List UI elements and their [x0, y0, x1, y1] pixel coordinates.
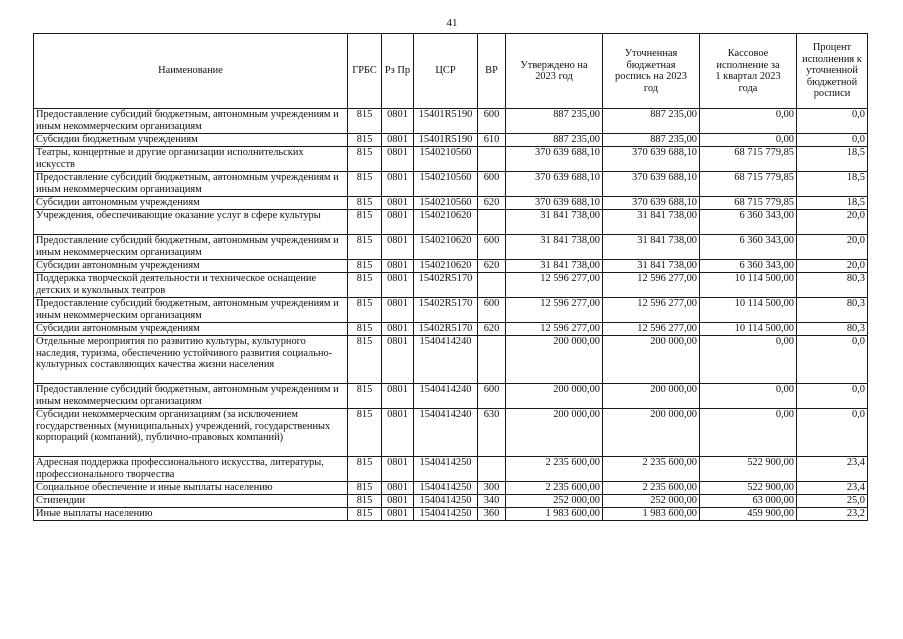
cell-name: Предоставление субсидий бюджетным, автономным учреждениям и иным некоммерческим организациям: [34, 298, 348, 323]
cell-vr: 360: [478, 508, 506, 521]
cell-grbs: 815: [348, 457, 382, 482]
cell-name: Социальное обеспечение и иные выплаты населению: [34, 482, 348, 495]
cell-vr: 300: [478, 482, 506, 495]
cell-name: Учреждения, обеспечивающие оказание услуг в сфере культуры: [34, 210, 348, 235]
cell-csr: 1540210620: [414, 210, 478, 235]
cell-cash: 63 000,00: [700, 495, 797, 508]
cell-percent: 80,3: [797, 273, 868, 298]
cell-refined: 370 639 688,10: [603, 172, 700, 197]
cell-vr: 600: [478, 172, 506, 197]
header-grbs: ГРБС: [348, 34, 382, 109]
table-row: [34, 134, 868, 147]
cell-refined: 200 000,00: [603, 384, 700, 409]
cell-cash: 6 360 343,00: [700, 260, 797, 273]
cell-cash: 10 114 500,00: [700, 298, 797, 323]
table-row: [34, 508, 868, 521]
cell-vr: 340: [478, 495, 506, 508]
cell-csr: 1540414250: [414, 482, 478, 495]
header-rzpr: Рз Пр: [382, 34, 414, 109]
table-row: [34, 384, 868, 409]
cell-vr: 620: [478, 197, 506, 210]
cell-refined: 1 983 600,00: [603, 508, 700, 521]
table-row: [34, 197, 868, 210]
cell-grbs: 815: [348, 172, 382, 197]
cell-cash: 10 114 500,00: [700, 273, 797, 298]
cell-vr: 600: [478, 298, 506, 323]
cell-name: Стипендии: [34, 495, 348, 508]
header-refined: Уточненная бюджетная роспись на 2023 год: [603, 34, 700, 109]
table-row: [34, 273, 868, 298]
cell-refined: 200 000,00: [603, 409, 700, 457]
cell-approved: 31 841 738,00: [506, 235, 603, 260]
cell-refined: 12 596 277,00: [603, 273, 700, 298]
cell-name: Субсидии автономным учреждениям: [34, 260, 348, 273]
cell-name: Иные выплаты населению: [34, 508, 348, 521]
cell-rzpr: 0801: [382, 457, 414, 482]
cell-refined: 252 000,00: [603, 495, 700, 508]
cell-grbs: 815: [348, 384, 382, 409]
table-row: [34, 495, 868, 508]
cell-refined: 370 639 688,10: [603, 147, 700, 172]
table-row: [34, 109, 868, 134]
table-row: [34, 210, 868, 235]
cell-refined: 887 235,00: [603, 109, 700, 134]
cell-vr: [478, 457, 506, 482]
cell-approved: 200 000,00: [506, 336, 603, 384]
cell-grbs: 815: [348, 409, 382, 457]
table-row: [34, 147, 868, 172]
cell-percent: 20,0: [797, 235, 868, 260]
cell-percent: 18,5: [797, 172, 868, 197]
cell-csr: 15402R5170: [414, 298, 478, 323]
cell-approved: 12 596 277,00: [506, 273, 603, 298]
cell-csr: 1540414250: [414, 495, 478, 508]
cell-approved: 370 639 688,10: [506, 197, 603, 210]
cell-vr: [478, 147, 506, 172]
cell-rzpr: 0801: [382, 495, 414, 508]
header-csr: ЦСР: [414, 34, 478, 109]
cell-grbs: 815: [348, 508, 382, 521]
cell-percent: 80,3: [797, 323, 868, 336]
table-row: [34, 172, 868, 197]
cell-rzpr: 0801: [382, 235, 414, 260]
header-name: Наименование: [34, 34, 348, 109]
cell-grbs: 815: [348, 147, 382, 172]
cell-grbs: 815: [348, 495, 382, 508]
cell-approved: 252 000,00: [506, 495, 603, 508]
cell-refined: 887 235,00: [603, 134, 700, 147]
cell-rzpr: 0801: [382, 197, 414, 210]
table-row: [34, 260, 868, 273]
table-body: [34, 109, 868, 521]
cell-grbs: 815: [348, 210, 382, 235]
cell-rzpr: 0801: [382, 147, 414, 172]
cell-csr: 1540414250: [414, 508, 478, 521]
header-percent: Процент исполнения к уточненной бюджетной росписи: [797, 34, 868, 109]
cell-csr: 1540414240: [414, 336, 478, 384]
cell-csr: 1540210560: [414, 147, 478, 172]
cell-refined: 2 235 600,00: [603, 482, 700, 495]
cell-approved: 2 235 600,00: [506, 482, 603, 495]
cell-approved: 31 841 738,00: [506, 260, 603, 273]
cell-rzpr: 0801: [382, 109, 414, 134]
header-vr: ВР: [478, 34, 506, 109]
cell-cash: 68 715 779,85: [700, 197, 797, 210]
cell-grbs: 815: [348, 273, 382, 298]
cell-name: Субсидии автономным учреждениям: [34, 197, 348, 210]
cell-percent: 0,0: [797, 336, 868, 384]
cell-percent: 20,0: [797, 210, 868, 235]
cell-name: Предоставление субсидий бюджетным, автономным учреждениям и иным некоммерческим организациям: [34, 172, 348, 197]
cell-refined: 31 841 738,00: [603, 235, 700, 260]
cell-csr: 1540210620: [414, 260, 478, 273]
cell-cash: 10 114 500,00: [700, 323, 797, 336]
cell-approved: 1 983 600,00: [506, 508, 603, 521]
cell-vr: 630: [478, 409, 506, 457]
cell-refined: 200 000,00: [603, 336, 700, 384]
cell-approved: 370 639 688,10: [506, 172, 603, 197]
cell-name: Предоставление субсидий бюджетным, автономным учреждениям и иным некоммерческим организациям: [34, 384, 348, 409]
cell-approved: 887 235,00: [506, 109, 603, 134]
cell-grbs: 815: [348, 482, 382, 495]
cell-rzpr: 0801: [382, 323, 414, 336]
cell-rzpr: 0801: [382, 273, 414, 298]
cell-csr: 1540210560: [414, 172, 478, 197]
cell-cash: 6 360 343,00: [700, 235, 797, 260]
cell-name: Театры, концертные и другие организации исполнительских искусств: [34, 147, 348, 172]
cell-csr: 1540414240: [414, 384, 478, 409]
cell-vr: 600: [478, 235, 506, 260]
cell-name: Предоставление субсидий бюджетным, автономным учреждениям и иным некоммерческим организациям: [34, 235, 348, 260]
cell-grbs: 815: [348, 323, 382, 336]
cell-percent: 0,0: [797, 409, 868, 457]
cell-percent: 0,0: [797, 384, 868, 409]
cell-percent: 20,0: [797, 260, 868, 273]
cell-percent: 18,5: [797, 197, 868, 210]
cell-vr: 600: [478, 384, 506, 409]
cell-cash: 0,00: [700, 336, 797, 384]
cell-cash: 0,00: [700, 409, 797, 457]
table-row: [34, 235, 868, 260]
cell-vr: 600: [478, 109, 506, 134]
cell-refined: 370 639 688,10: [603, 197, 700, 210]
cell-rzpr: 0801: [382, 336, 414, 384]
cell-csr: 1540210620: [414, 235, 478, 260]
cell-cash: 68 715 779,85: [700, 172, 797, 197]
cell-csr: 15402R5170: [414, 323, 478, 336]
cell-rzpr: 0801: [382, 409, 414, 457]
cell-percent: 0,0: [797, 134, 868, 147]
cell-percent: 23,4: [797, 457, 868, 482]
cell-vr: 620: [478, 260, 506, 273]
cell-vr: [478, 273, 506, 298]
cell-cash: 6 360 343,00: [700, 210, 797, 235]
table-row: [34, 409, 868, 457]
cell-cash: 522 900,00: [700, 482, 797, 495]
cell-rzpr: 0801: [382, 210, 414, 235]
cell-cash: 0,00: [700, 134, 797, 147]
cell-name: Адресная поддержка профессионального искусства, литературы, профессионального творчества: [34, 457, 348, 482]
table-row: [34, 457, 868, 482]
page-number: 41: [446, 17, 458, 29]
cell-refined: 12 596 277,00: [603, 323, 700, 336]
cell-approved: 2 235 600,00: [506, 457, 603, 482]
cell-grbs: 815: [348, 197, 382, 210]
header-cash: Кассовое исполнение за 1 квартал 2023 года: [700, 34, 797, 109]
cell-approved: 31 841 738,00: [506, 210, 603, 235]
cell-approved: 370 639 688,10: [506, 147, 603, 172]
table-row: [34, 323, 868, 336]
cell-percent: 0,0: [797, 109, 868, 134]
cell-percent: 80,3: [797, 298, 868, 323]
cell-rzpr: 0801: [382, 260, 414, 273]
budget-table: [33, 33, 868, 521]
cell-grbs: 815: [348, 336, 382, 384]
cell-cash: 459 900,00: [700, 508, 797, 521]
cell-csr: 15401R5190: [414, 109, 478, 134]
header-approved: Утверждено на 2023 год: [506, 34, 603, 109]
cell-rzpr: 0801: [382, 134, 414, 147]
cell-rzpr: 0801: [382, 482, 414, 495]
table-header: [34, 34, 868, 109]
table-row: [34, 298, 868, 323]
cell-approved: 12 596 277,00: [506, 323, 603, 336]
cell-percent: 23,4: [797, 482, 868, 495]
cell-percent: 25,0: [797, 495, 868, 508]
table-row: [34, 336, 868, 384]
cell-rzpr: 0801: [382, 384, 414, 409]
cell-name: Предоставление субсидий бюджетным, автономным учреждениям и иным некоммерческим организациям: [34, 109, 348, 134]
cell-vr: 620: [478, 323, 506, 336]
cell-grbs: 815: [348, 134, 382, 147]
cell-vr: [478, 336, 506, 384]
cell-approved: 12 596 277,00: [506, 298, 603, 323]
table-row: [34, 482, 868, 495]
cell-refined: 31 841 738,00: [603, 210, 700, 235]
cell-approved: 200 000,00: [506, 409, 603, 457]
cell-approved: 887 235,00: [506, 134, 603, 147]
cell-cash: 68 715 779,85: [700, 147, 797, 172]
cell-csr: 1540210560: [414, 197, 478, 210]
cell-vr: [478, 210, 506, 235]
cell-percent: 18,5: [797, 147, 868, 172]
cell-name: Отдельные мероприятия по развитию культуры, культурного наследия, туризма, обеспечению устойчивого развития социально-культурных составляющих качества жизни населения: [34, 336, 348, 384]
cell-name: Субсидии автономным учреждениям: [34, 323, 348, 336]
cell-grbs: 815: [348, 109, 382, 134]
cell-name: Субсидии бюджетным учреждениям: [34, 134, 348, 147]
cell-refined: 31 841 738,00: [603, 260, 700, 273]
cell-csr: 15402R5170: [414, 273, 478, 298]
cell-vr: 610: [478, 134, 506, 147]
cell-percent: 23,2: [797, 508, 868, 521]
cell-csr: 1540414250: [414, 457, 478, 482]
cell-csr: 15401R5190: [414, 134, 478, 147]
cell-grbs: 815: [348, 260, 382, 273]
cell-name: Субсидии некоммерческим организациям (за исключением государственных (муниципальных) учреждений, государственных корпораций (компаний), публично-правовых компаний): [34, 409, 348, 457]
cell-cash: 0,00: [700, 384, 797, 409]
cell-cash: 522 900,00: [700, 457, 797, 482]
cell-approved: 200 000,00: [506, 384, 603, 409]
cell-cash: 0,00: [700, 109, 797, 134]
cell-refined: 12 596 277,00: [603, 298, 700, 323]
cell-rzpr: 0801: [382, 172, 414, 197]
cell-rzpr: 0801: [382, 298, 414, 323]
cell-rzpr: 0801: [382, 508, 414, 521]
cell-grbs: 815: [348, 298, 382, 323]
header-row: [34, 34, 868, 109]
cell-name: Поддержка творческой деятельности и техническое оснащение детских и кукольных театров: [34, 273, 348, 298]
cell-csr: 1540414240: [414, 409, 478, 457]
cell-refined: 2 235 600,00: [603, 457, 700, 482]
cell-grbs: 815: [348, 235, 382, 260]
